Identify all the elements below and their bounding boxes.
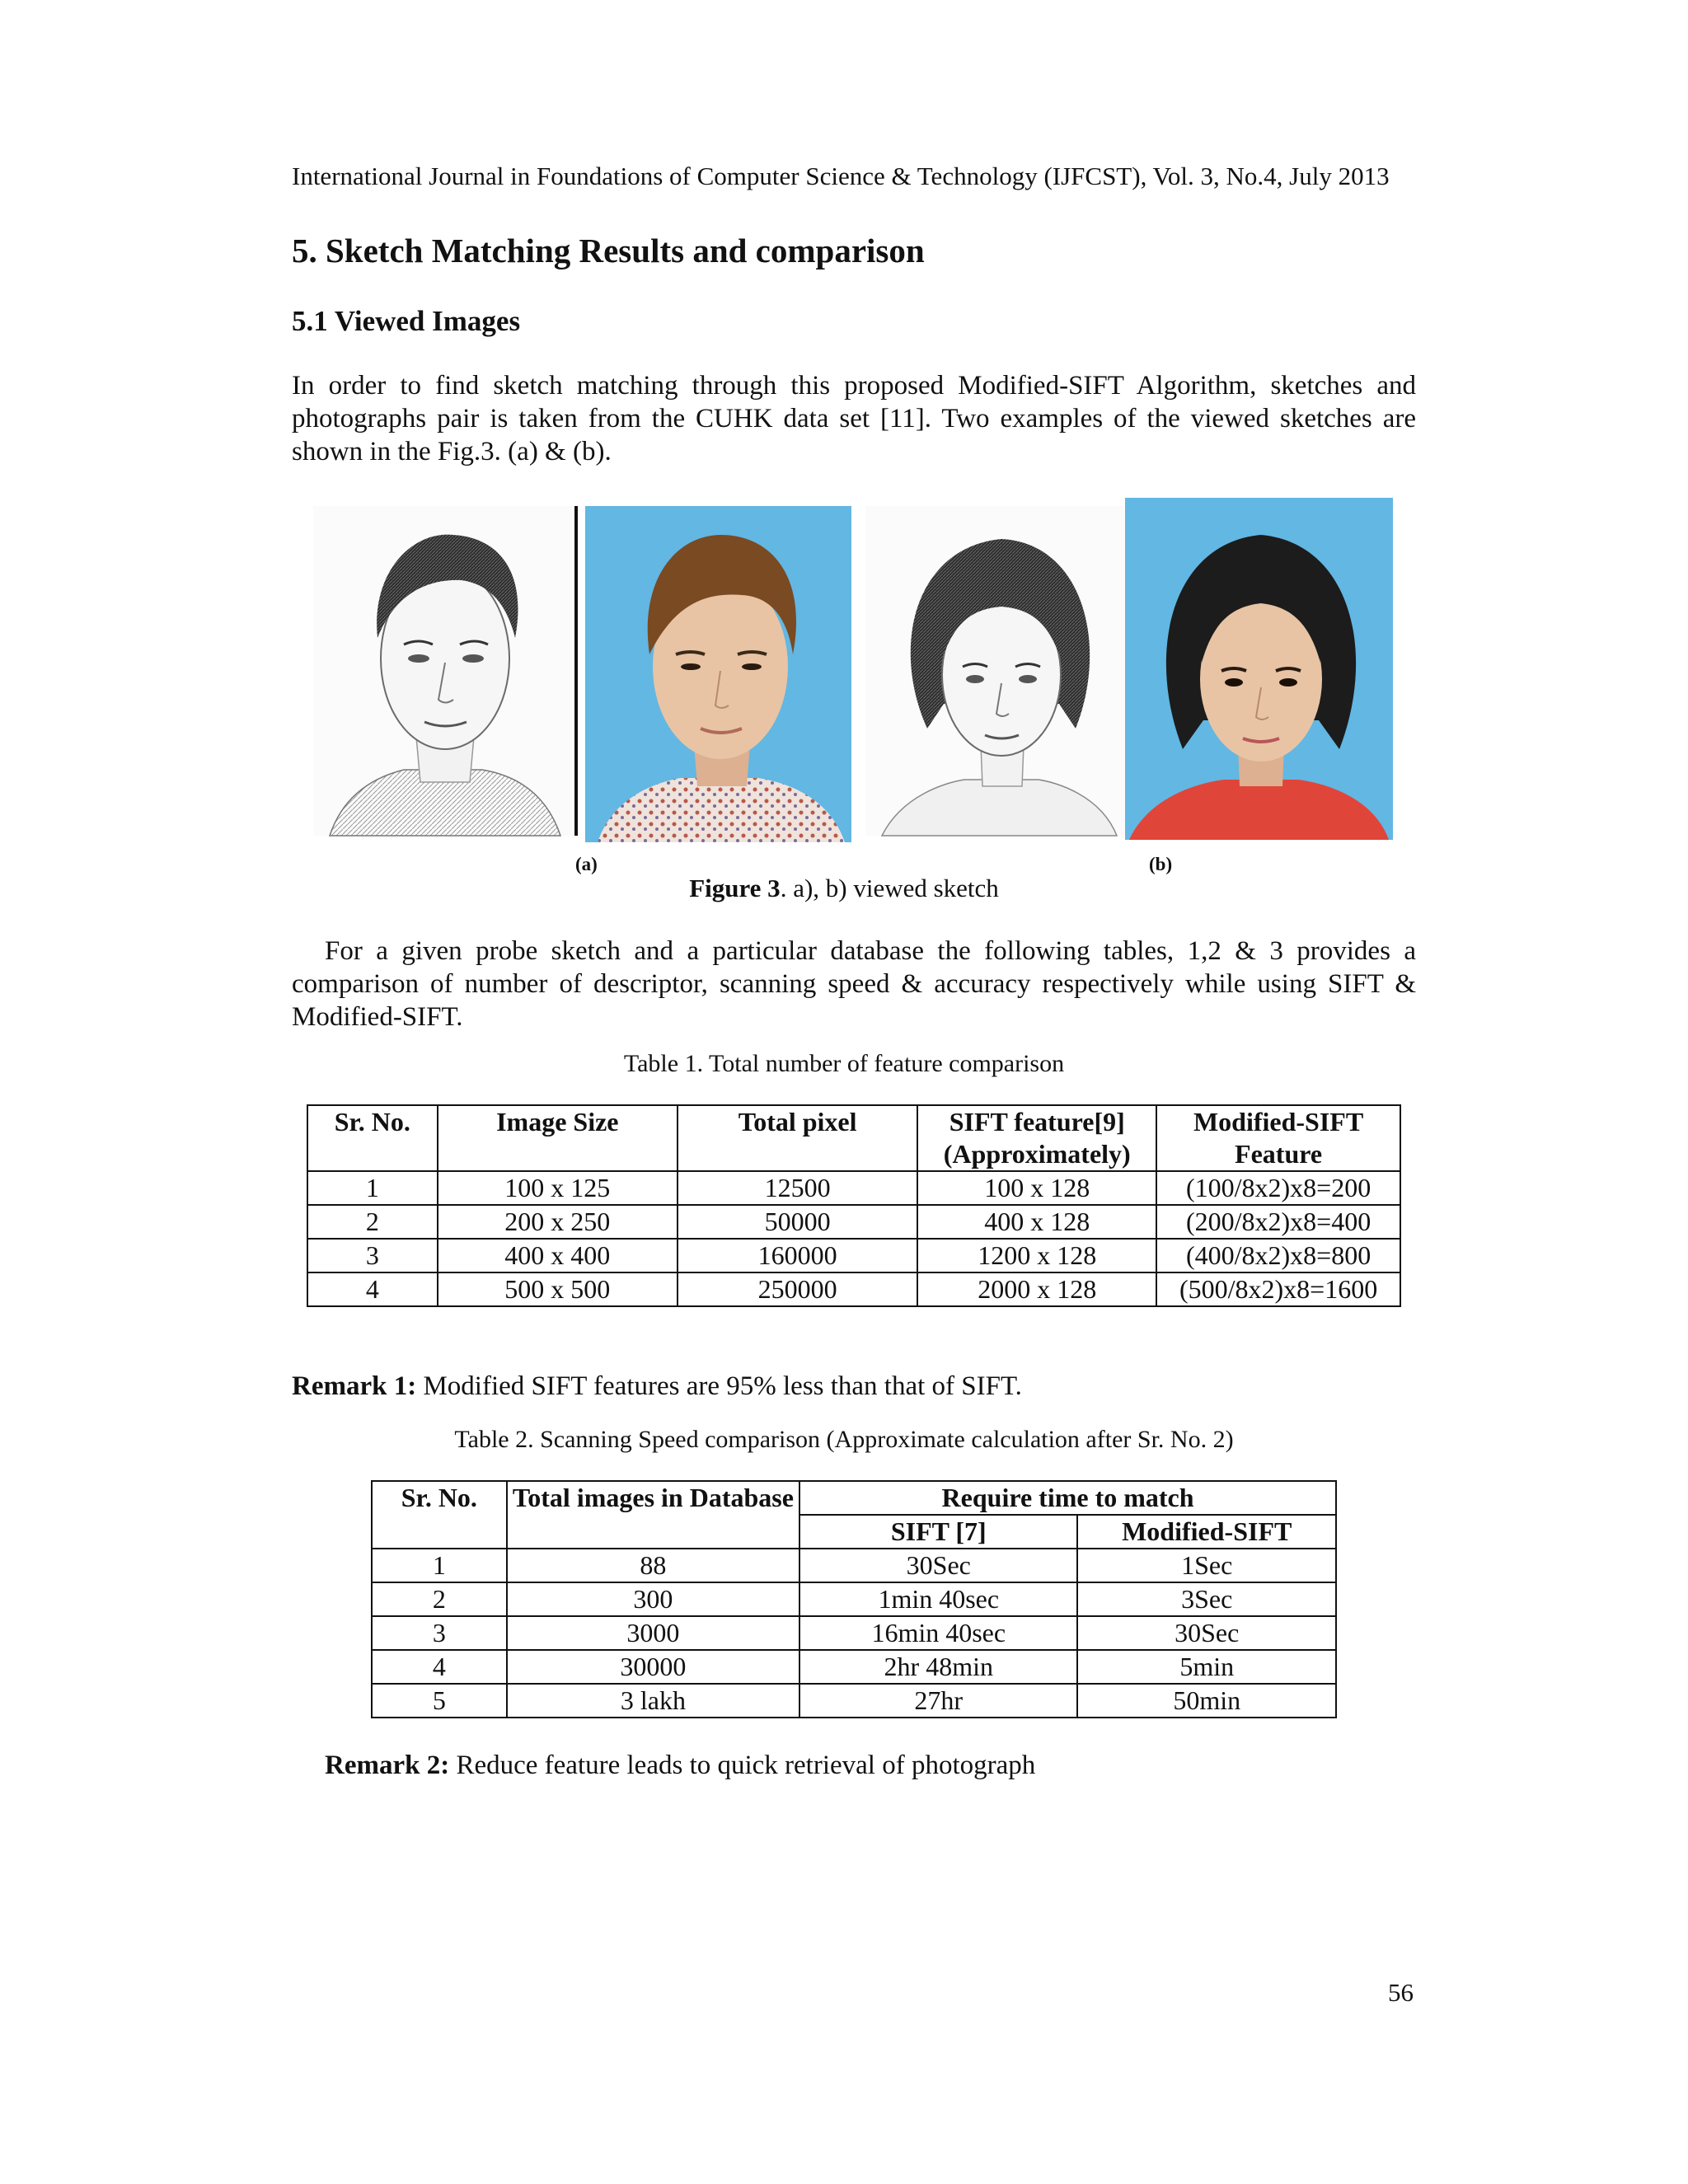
tables-intro-paragraph: For a given probe sketch and a particular database the following tables, 1,2 & 3 provides a comparison of number of descriptor, scanning speed & accuracy respectively while using SIFT & Modified-SIFT. <box>292 936 1416 1032</box>
table2-header-sr: Sr. No. <box>372 1481 507 1549</box>
table-cell: 12500 <box>678 1171 917 1205</box>
table-row <box>307 1171 1400 1205</box>
table-cell: 400 x 128 <box>917 1205 1156 1239</box>
table1-header-cell: Image Size <box>438 1105 678 1171</box>
figure-caption <box>0 874 1688 903</box>
table-cell: 300 <box>507 1582 799 1616</box>
table-cell: 200 x 250 <box>438 1205 678 1239</box>
section-title: 5. Sketch Matching Results and comparison <box>292 232 925 269</box>
table-cell: 30000 <box>507 1650 799 1684</box>
figure-caption-label: Figure 3 <box>689 874 781 902</box>
figure-caption-text: . a), b) viewed sketch <box>780 874 999 902</box>
table-cell: 1 <box>307 1171 438 1205</box>
table-cell: 5min <box>1077 1650 1336 1684</box>
table-cell: 30Sec <box>799 1549 1077 1582</box>
table-cell: 3 lakh <box>507 1684 799 1718</box>
table-cell: 5 <box>372 1684 507 1718</box>
remark-1 <box>292 1371 1022 1402</box>
table-cell: 3Sec <box>1077 1582 1336 1616</box>
table-cell: 2hr 48min <box>799 1650 1077 1684</box>
table-cell: 2 <box>307 1205 438 1239</box>
table-row <box>307 1239 1400 1272</box>
table2-header-require-time: Require time to match <box>799 1481 1336 1515</box>
table-cell: 4 <box>372 1650 507 1684</box>
table-cell: 30Sec <box>1077 1616 1336 1650</box>
table-cell: 400 x 400 <box>438 1239 678 1272</box>
page-number: 56 <box>1388 1978 1414 2007</box>
table-cell: (500/8x2)x8=1600 <box>1156 1272 1400 1306</box>
table-cell: 100 x 125 <box>438 1171 678 1205</box>
figure-3 <box>313 498 1393 874</box>
intro-paragraph: In order to find sketch matching through this proposed Modified-SIFT Algorithm, sketches and photographs pair is taken from the CUHK data set [11]. Two examples of the viewed sketches are shown in the Fig.3. (a) & (b). <box>292 371 1416 466</box>
table-cell: 3 <box>307 1239 438 1272</box>
table1-header-cell: Sr. No. <box>307 1105 438 1171</box>
table-cell: 16min 40sec <box>799 1616 1077 1650</box>
remark-1-text: Modified SIFT features are 95% less than that of SIFT. <box>416 1371 1022 1401</box>
table-cell: (200/8x2)x8=400 <box>1156 1205 1400 1239</box>
table2-header-sift: SIFT [7] <box>799 1515 1077 1549</box>
table-cell: 2 <box>372 1582 507 1616</box>
table-cell: (100/8x2)x8=200 <box>1156 1171 1400 1205</box>
sketch-a-image <box>313 506 573 836</box>
figure-sublabel-b: (b) <box>1149 854 1173 874</box>
photo-b-image <box>1125 498 1393 840</box>
table-row <box>372 1549 1336 1582</box>
subsection-title: 5.1 Viewed Images <box>292 305 521 337</box>
table2-header-row <box>372 1481 1336 1515</box>
table-row <box>372 1684 1336 1718</box>
remark-1-label: Remark 1: <box>292 1371 417 1401</box>
figure-sublabel-a: (a) <box>575 854 598 874</box>
figure-divider <box>574 506 578 836</box>
table-cell: 1200 x 128 <box>917 1239 1156 1272</box>
table1-caption: Table 1. Total number of feature comparison <box>623 1050 1065 1077</box>
table-cell: (400/8x2)x8=800 <box>1156 1239 1400 1272</box>
feature-comparison-table <box>307 1104 1401 1307</box>
table2-header-total-images: Total images in Database <box>507 1481 799 1549</box>
table-cell: 100 x 128 <box>917 1171 1156 1205</box>
table-cell: 88 <box>507 1549 799 1582</box>
table-cell: 2000 x 128 <box>917 1272 1156 1306</box>
table-cell: 3000 <box>507 1616 799 1650</box>
table-cell: 1Sec <box>1077 1549 1336 1582</box>
table-row <box>372 1650 1336 1684</box>
remark-2-text: Reduce feature leads to quick retrieval of photograph <box>449 1750 1036 1780</box>
remark-2 <box>325 1750 1035 1781</box>
table-cell: 500 x 500 <box>438 1272 678 1306</box>
table1-header-cell: Modified-SIFT Feature <box>1156 1105 1400 1171</box>
table-cell: 50000 <box>678 1205 917 1239</box>
table-cell: 160000 <box>678 1239 917 1272</box>
table1-header-cell: SIFT feature[9] (Approximately) <box>917 1105 1156 1171</box>
table-cell: 4 <box>307 1272 438 1306</box>
table2-header-modified-sift: Modified-SIFT <box>1077 1515 1336 1549</box>
sketch-b-image <box>865 506 1129 836</box>
remark-2-label: Remark 2: <box>325 1750 450 1780</box>
table-cell: 1 <box>372 1549 507 1582</box>
photo-a-image <box>585 506 851 842</box>
table2-caption: Table 2. Scanning Speed comparison (Approximate calculation after Sr. No. 2) <box>454 1426 1234 1453</box>
scanning-speed-table <box>371 1480 1337 1718</box>
table-cell: 50min <box>1077 1684 1336 1718</box>
table-row <box>307 1272 1400 1306</box>
table-row <box>372 1616 1336 1650</box>
table-cell: 1min 40sec <box>799 1582 1077 1616</box>
table1-header-cell: Total pixel <box>678 1105 917 1171</box>
table1-header-row <box>307 1105 1400 1171</box>
running-head: International Journal in Foundations of Computer Science & Technology (IJFCST), Vol. 3, No.4, July 2013 <box>292 162 1390 190</box>
table-cell: 3 <box>372 1616 507 1650</box>
table-cell: 27hr <box>799 1684 1077 1718</box>
table-row <box>372 1582 1336 1616</box>
figure-3-images <box>313 498 1393 852</box>
table-row <box>307 1205 1400 1239</box>
table-cell: 250000 <box>678 1272 917 1306</box>
